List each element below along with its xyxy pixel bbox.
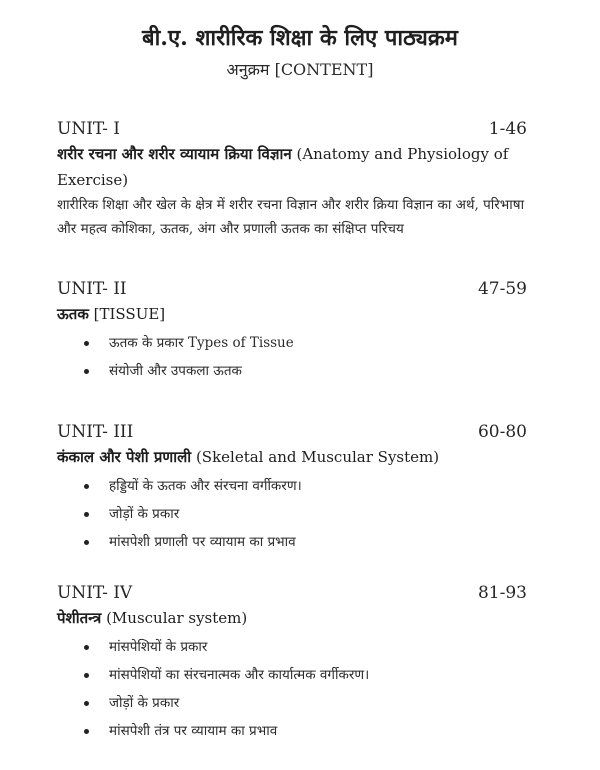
unit-2 xyxy=(57,277,527,385)
list-item-text: संयोजी और उपकला ऊतक xyxy=(109,363,242,379)
unit-description: शारीरिक शिक्षा और खेल के क्षेत्र में शरीर रचना विज्ञान और शरीर क्रिया विज्ञान का अर्थ, परिभाषा और महत्व कोशिका, ऊतक, अंग और प्रणाली ऊतक का संक्षिप्त परिचय xyxy=(57,197,525,237)
topic-list xyxy=(57,472,527,556)
unit-title xyxy=(57,605,527,631)
list-item xyxy=(57,633,527,661)
bullet-icon xyxy=(84,701,89,706)
bullet-icon xyxy=(84,540,89,545)
list-item-text: जोड़ों के प्रकार xyxy=(109,506,180,522)
unit-header xyxy=(57,420,527,444)
bullet-icon xyxy=(84,645,89,650)
unit-header xyxy=(57,581,527,605)
unit-heading: UNIT- III xyxy=(57,422,134,442)
unit-title-hindi: पेशीतन्त्र xyxy=(57,609,102,627)
bullet-icon xyxy=(84,484,89,489)
unit-title-english: (Skeletal and Muscular System) xyxy=(191,448,440,466)
list-item-text: मांसपेशियों का संरचनात्मक और कार्यात्मक वर्गीकरण। xyxy=(109,667,370,683)
page-subtitle: अनुक्रम [CONTENT] xyxy=(226,60,374,79)
list-item-text: मांसपेशी तंत्र पर व्यायाम का प्रभाव xyxy=(109,723,278,739)
unit-heading: UNIT- IV xyxy=(57,583,133,603)
list-item xyxy=(57,717,527,745)
bullet-icon xyxy=(84,369,89,374)
list-item xyxy=(57,357,527,385)
bullet-icon xyxy=(84,673,89,678)
unit-pages: 1-46 xyxy=(488,119,527,139)
page-title: बी.ए. शारीरिक शिक्षा के लिए पाठ्यक्रम xyxy=(142,25,458,51)
list-item-text: मांसपेशियों के प्रकार xyxy=(109,639,208,655)
unit-title-hindi: शरीर रचना और शरीर व्यायाम क्रिया विज्ञान xyxy=(57,145,292,163)
bullet-icon xyxy=(84,729,89,734)
unit-title xyxy=(57,141,527,193)
bullet-icon xyxy=(84,341,89,346)
list-item xyxy=(57,329,527,357)
unit-pages: 47-59 xyxy=(477,279,527,299)
bullet-icon xyxy=(84,512,89,517)
topic-list xyxy=(57,329,527,385)
unit-title-hindi: ऊतक xyxy=(57,305,89,323)
topic-list xyxy=(57,633,527,745)
unit-pages: 81-93 xyxy=(477,583,527,603)
list-item xyxy=(57,661,527,689)
list-item-text: जोड़ों के प्रकार xyxy=(109,695,180,711)
unit-title-hindi: कंकाल और पेशी प्रणाली xyxy=(57,448,192,466)
unit-1 xyxy=(57,117,527,241)
unit-title-english: (Anatomy and Physiology of Exercise) xyxy=(57,145,509,189)
list-item-text: मांसपेशी प्रणाली पर व्यायाम का प्रभाव xyxy=(109,534,296,550)
unit-4 xyxy=(57,581,527,745)
unit-heading: UNIT- II xyxy=(57,279,127,299)
unit-heading: UNIT- I xyxy=(57,119,120,139)
unit-title-english: [TISSUE] xyxy=(88,305,166,323)
unit-title xyxy=(57,301,527,327)
list-item-text: हड्डियों के ऊतक और संरचना वर्गीकरण। xyxy=(109,478,302,494)
list-item xyxy=(57,528,527,556)
list-item-text: ऊतक के प्रकार Types of Tissue xyxy=(109,335,294,351)
unit-title-english: (Muscular system) xyxy=(101,609,248,627)
list-item xyxy=(57,689,527,717)
unit-title xyxy=(57,444,527,470)
unit-header xyxy=(57,117,527,141)
unit-pages: 60-80 xyxy=(477,422,527,442)
list-item xyxy=(57,500,527,528)
unit-header xyxy=(57,277,527,301)
unit-3 xyxy=(57,420,527,556)
list-item xyxy=(57,472,527,500)
